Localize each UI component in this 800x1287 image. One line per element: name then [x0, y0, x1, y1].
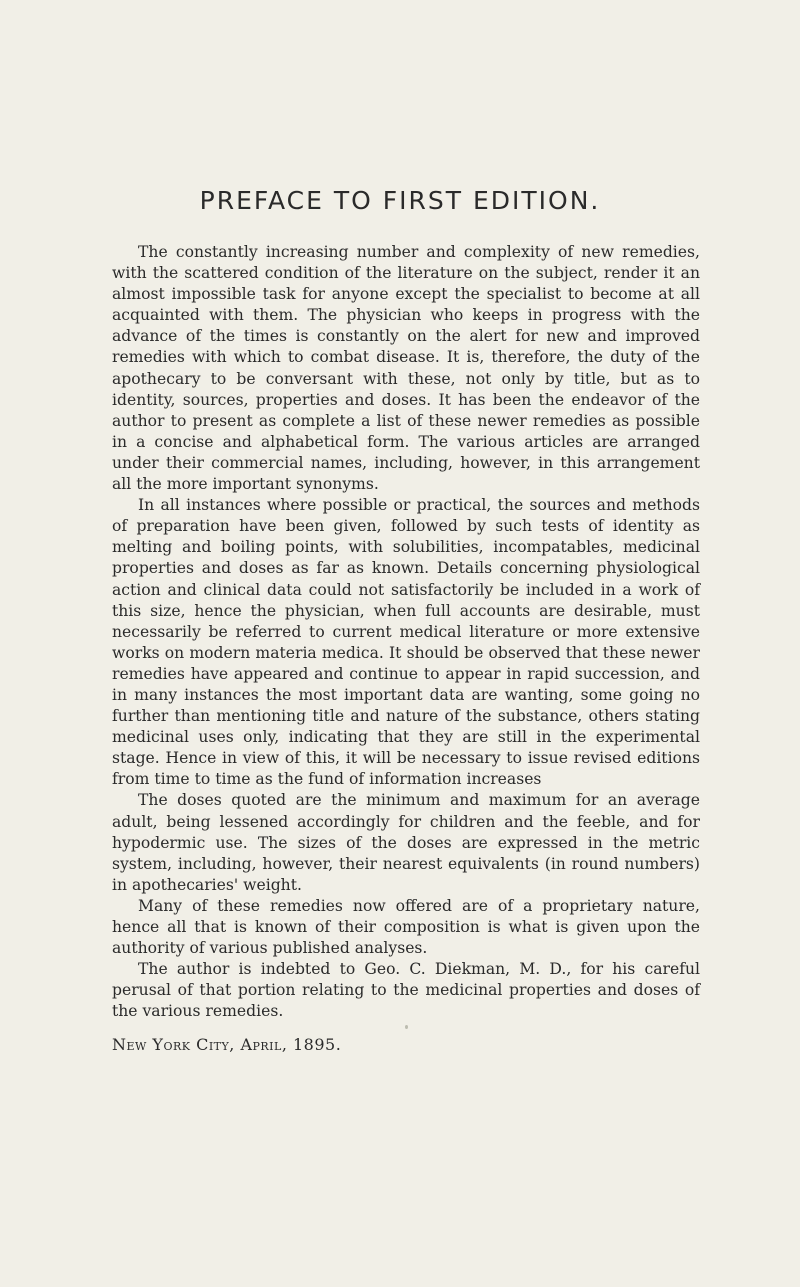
- preface-body: [112, 242, 700, 1056]
- ink-speck: [405, 1025, 408, 1029]
- paragraph: The author is indebted to Geo. C. Diekman, M. D., for his careful perusal of that portion relating to the medicinal properties and doses of the various remedies.: [112, 960, 700, 1021]
- paragraph: Many of these remedies now offered are of a proprietary nature, hence all that is known of their composition is what is given upon the authority of various published analyses.: [112, 896, 700, 958]
- paragraph: The doses quoted are the minimum and maximum for an average adult, being lessened accordingly for children and the feeble, and for hypodermic use. The sizes of the doses are expressed in the metric system, including, however, their nearest equivalents (in round numbers) in apothecaries' weight.: [112, 791, 700, 894]
- signature-line: New York City, April, 1895.: [112, 1035, 342, 1055]
- page-title: PREFACE TO FIRST EDITION.: [199, 186, 601, 215]
- paragraph: The constantly increasing number and complexity of new remedies, with the scattered condition of the literature on the subject, render it an almost impossible task for anyone except the specialist to become at all acquainted with them. The physician who keeps in progress with the advance of the times is constantly on the alert for new and improved remedies with which to combat disease. It is, therefore, the duty of the apothecary to be conversant with these, not only by title, but as to identity, sources, properties and doses. It has been the endeavor of the author to present as complete a list of these newer remedies as possible in a concise and alphabetical form. The various articles are arranged under their commercial names, including, however, in this arrangement all the more important synonyms.: [112, 243, 700, 494]
- paragraph: In all instances where possible or practical, the sources and methods of preparation have been given, followed by such tests of identity as melting and boiling points, with solubilities, incompatables, medicinal properties and doses as far as known. Details concerning physiological action and clinical data could not satisfactorily be included in a work of this size, hence the physician, when full accounts are desirable, must necessarily be referred to current medical literature or more extensive works on modern materia medica. It should be observed that these newer remedies have appeared and continue to appear in rapid succession, and in many instances the most important data are wanting, some going no further than mentioning title and nature of the substance, others stating medicinal uses only, indicating that they are still in the experimental stage. Hence in view of this, it will be necessary to issue revised editions from time to time as the fund of information increases: [112, 496, 700, 789]
